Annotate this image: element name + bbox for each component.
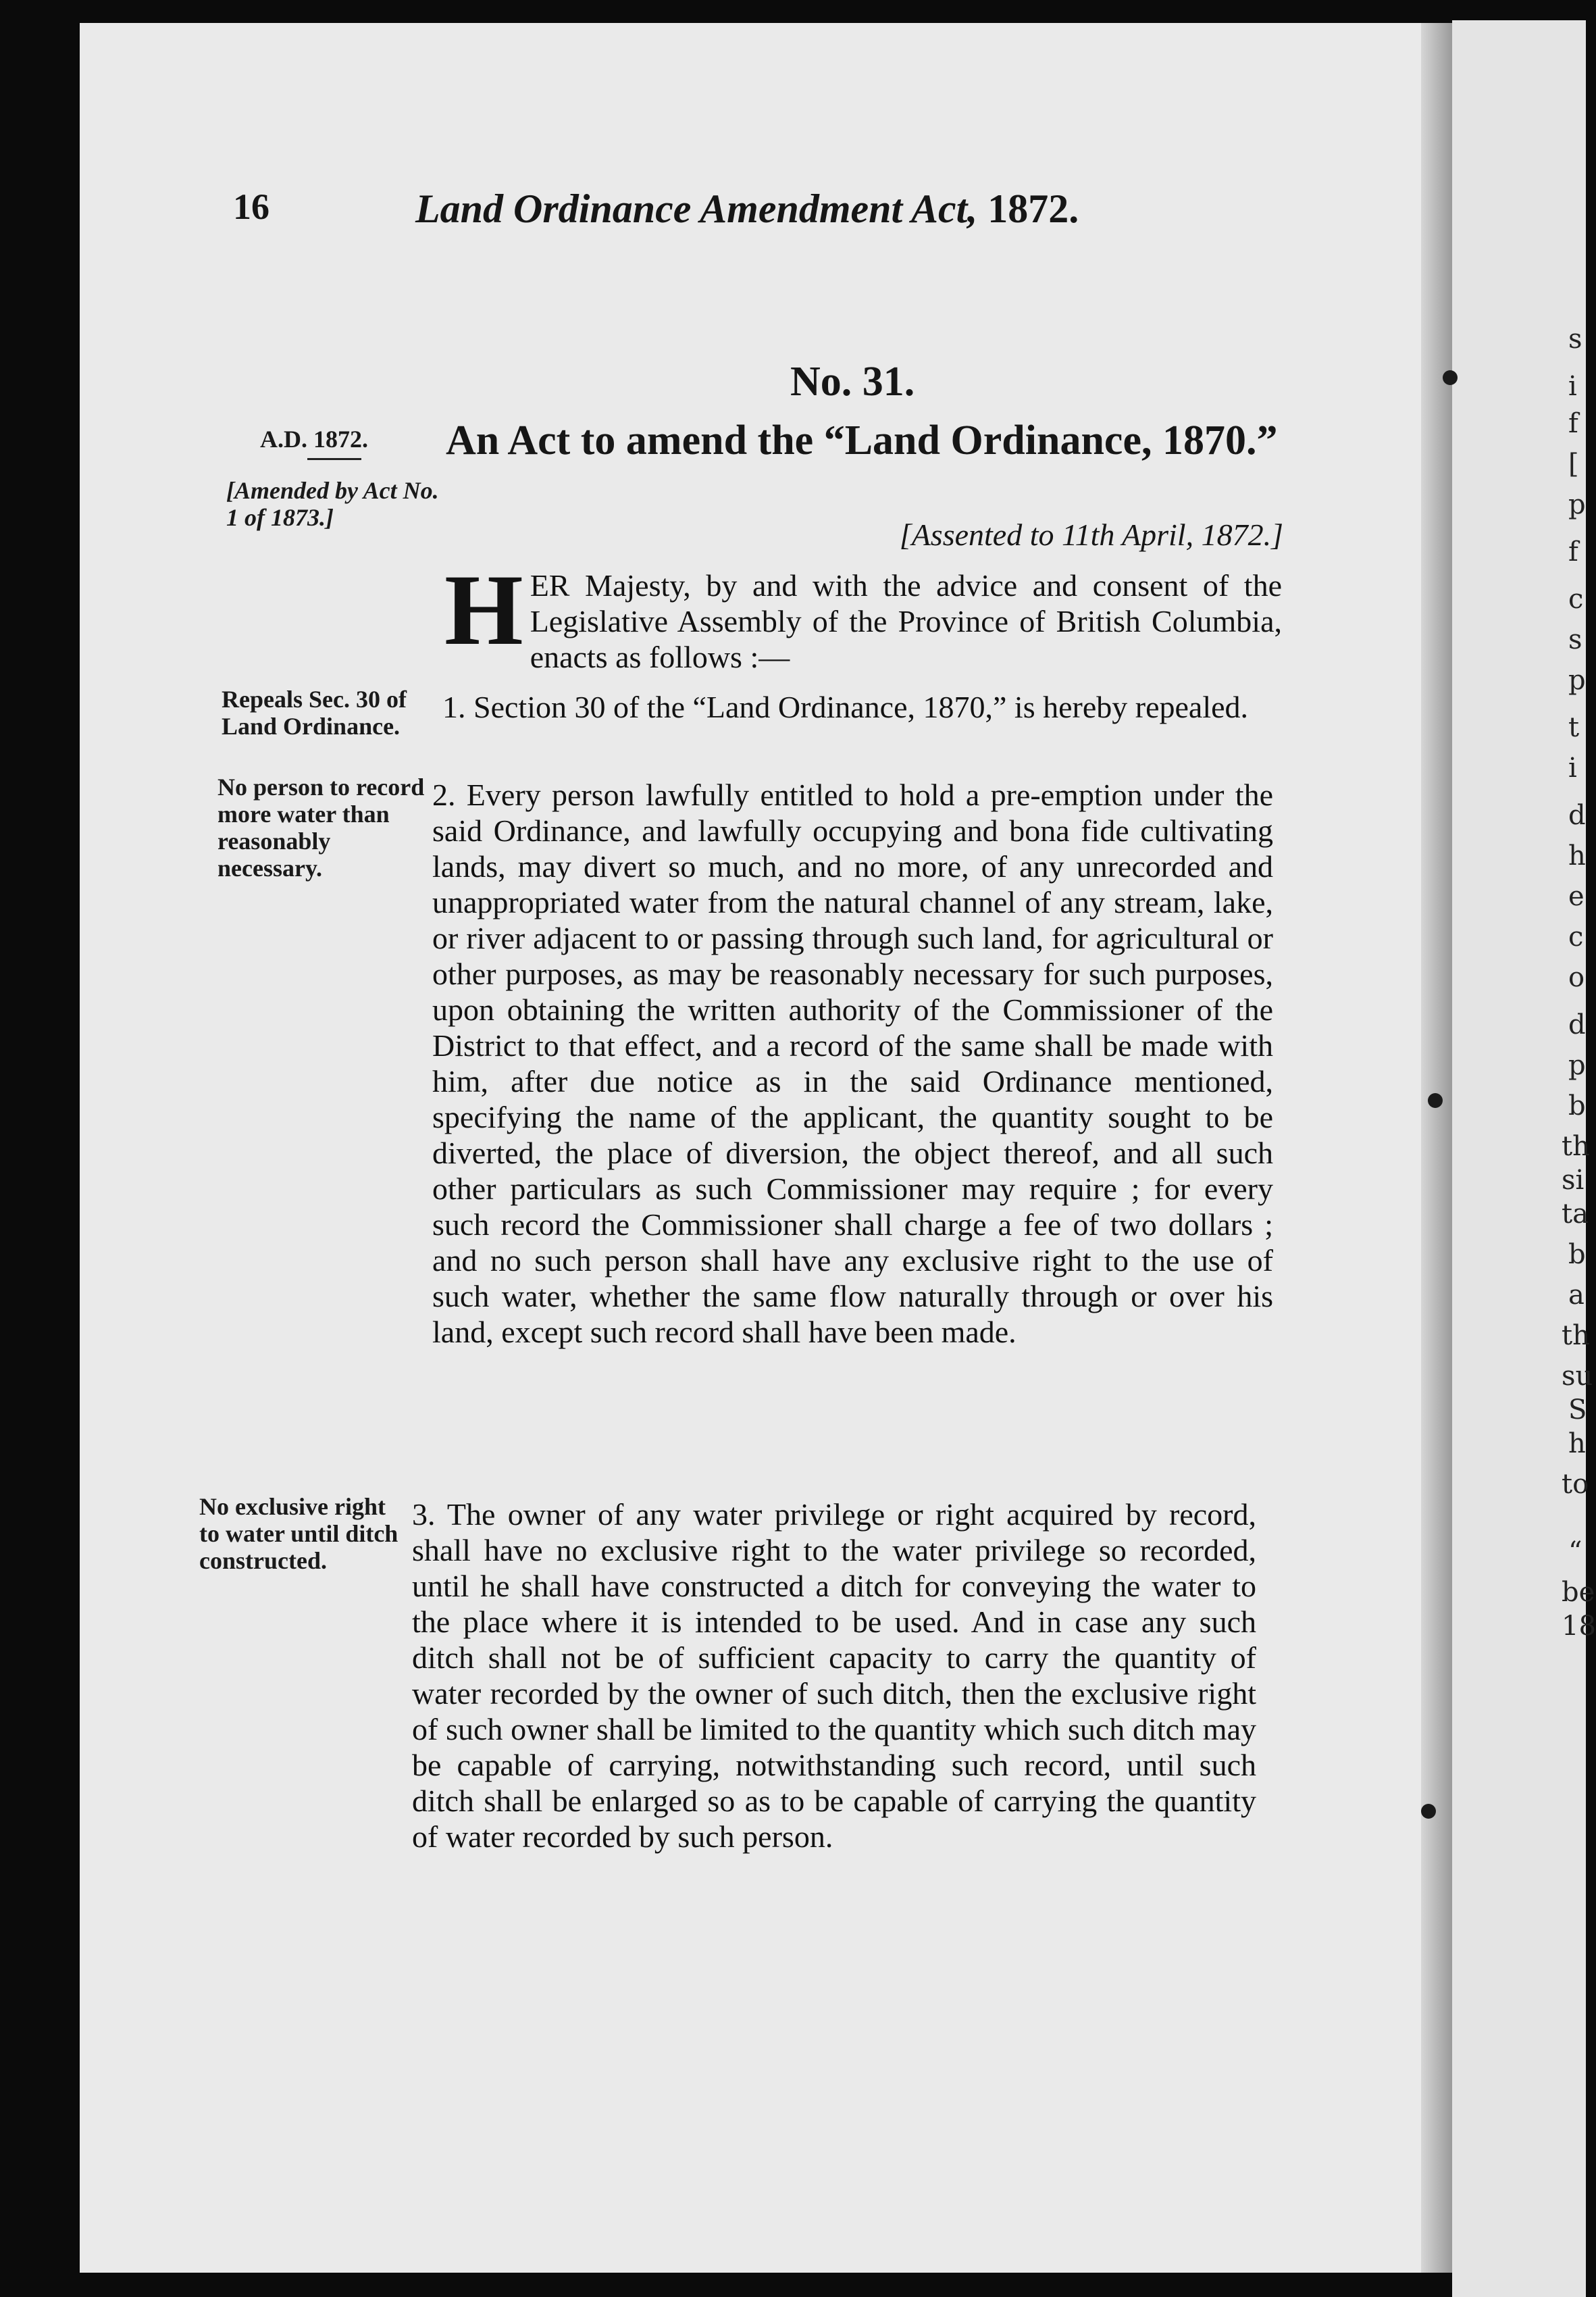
adjacent-page-letter: th (1562, 1320, 1590, 1351)
adjacent-page-letter: h (1568, 840, 1586, 872)
assented-note (790, 517, 1283, 553)
preamble-text: ER Majesty, by and with the advice and consent of the Legislative Assembly of the Province of British Columbia, enacts as follows :— (530, 568, 1282, 674)
adjacent-page-letter: a (1568, 1280, 1585, 1311)
adjacent-page-letter: s (1568, 324, 1582, 355)
adjacent-page-letter: S (1568, 1394, 1587, 1425)
adjacent-page-letter: be (1562, 1577, 1595, 1608)
adjacent-page-letter: h (1568, 1428, 1586, 1459)
year-rule (307, 458, 361, 460)
section-2: 2. Every person lawfully entitled to hold a pre-emption under the said Ordinance, and lawfully occupying and bona fide cultivating lands, may divert so much, and no more, of any unrecorded and unappropriated water from the natural channel of any stream, lake, or river adjacent to or passing through such land, for agricultural or other purposes, as may be reasonably necessary for such purposes, upon obtaining the written authority of the Commissioner of the District to that effect, and a record of the same shall be made with him, after due notice as in the said Ordinance mentioned, specifying the name of the applicant, the quantity sought to be diverted, the place of diversion, the object thereof, and all such other particulars as such Commissioner may require ; for every such record the Commissioner shall charge a fee of two dollars ; and no such person shall have any exclusive right to the use of such water, whether the same flow naturally through or over his land, except such record shall have been made. (432, 778, 1273, 1349)
adjacent-page-letter: d (1568, 1009, 1586, 1040)
running-year: 1872. (987, 186, 1079, 231)
adjacent-page-letter: e (1568, 881, 1585, 912)
adjacent-page-letter: c (1568, 584, 1584, 615)
running-header (233, 186, 1125, 247)
adjacent-page-letter: 18 (1562, 1611, 1596, 1642)
adjacent-page-letter: i (1568, 371, 1577, 402)
adjacent-page-letter: p (1568, 489, 1586, 520)
running-title (415, 186, 1079, 232)
binding-hole (1428, 1093, 1443, 1108)
section-3: 3. The owner of any water privilege or right acquired by record, shall have no exclusive right to the water privilege so recorded, until he shall have constructed a ditch for conveying the water to the place where it is intended to be used. And in case any such ditch shall not be of sufficient capacity to carry the quantity of water recorded by the owner of such ditch, then the exclusive right of such owner shall be limited to the quantity which such ditch may be capable of carrying, notwithstanding such record, until such ditch shall be enlarged so as to be capable of carrying the quantity of water recorded by such person. (412, 1497, 1256, 1854)
adjacent-page-letter: “ (1568, 1536, 1582, 1567)
adjacent-page-letter: p (1568, 665, 1586, 696)
margin-note-section-3: No exclusive right to water until ditch constructed. (199, 1493, 398, 1574)
adjacent-page-letter: f (1568, 536, 1578, 567)
amended-note: [Amended by Act No. 1 of 1873.] (226, 477, 439, 531)
drop-cap: H (444, 554, 523, 666)
preamble (444, 554, 1282, 675)
adjacent-page-letter: b (1568, 1239, 1586, 1270)
adjacent-page-letter: p (1568, 1050, 1586, 1081)
running-title-text: Land Ordinance Amendment Act, (415, 186, 978, 231)
year-note: A.D. 1872. (260, 426, 368, 453)
adjacent-page-letter: t (1568, 712, 1580, 743)
adjacent-page-letter: f (1568, 408, 1578, 439)
section-1: 1. Section 30 of the “Land Ordinance, 1870,” is hereby repealed. (442, 690, 1249, 724)
act-number: No. 31. (790, 359, 915, 405)
adjacent-page-letter: [ (1568, 449, 1579, 480)
adjacent-page-letter: c (1568, 922, 1584, 953)
adjacent-page-letter: su (1562, 1361, 1593, 1392)
assented-text: [Assented to 11th April, 1872.] (899, 518, 1283, 552)
act-title: An Act to amend the “Land Ordinance, 1870.” (446, 418, 1278, 463)
adjacent-page-letter: to (1562, 1469, 1589, 1500)
margin-note-section-2: No person to record more water than reasonably necessary. (217, 774, 425, 882)
adjacent-page-letter: i (1568, 753, 1577, 784)
binding-hole (1443, 370, 1458, 385)
page-edge-shadow (1421, 23, 1452, 2273)
binding-hole (1421, 1804, 1436, 1819)
margin-note-section-1: Repeals Sec. 30 of Land Ordinance. (222, 686, 407, 740)
adjacent-page-letter: o (1568, 962, 1585, 993)
adjacent-page-letter: ta (1562, 1198, 1589, 1230)
adjacent-page-letter: b (1568, 1090, 1586, 1121)
page-number: 16 (233, 186, 269, 227)
adjacent-page-letter: th (1562, 1131, 1590, 1162)
adjacent-page-letter: d (1568, 800, 1586, 831)
adjacent-page-letter: si (1562, 1165, 1585, 1196)
adjacent-page-letter: s (1568, 624, 1582, 655)
